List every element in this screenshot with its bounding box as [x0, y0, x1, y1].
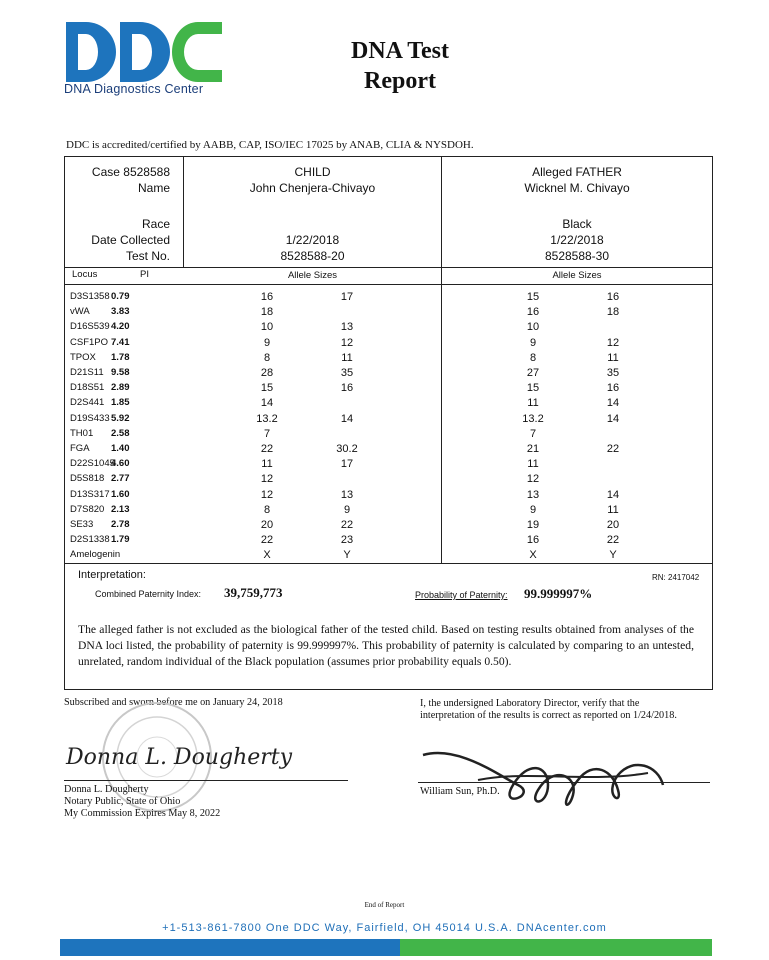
child-allele-2: Y — [343, 549, 351, 562]
case-label: Case 8528588 — [91, 165, 170, 179]
father-role: Alleged FATHER — [532, 165, 622, 179]
pi-value: 1.85 — [111, 397, 130, 409]
footer-bar-blue — [60, 939, 400, 956]
locus-name: vWA — [70, 306, 90, 318]
pp-value: 99.999997% — [524, 586, 593, 601]
name-label: Name — [137, 181, 170, 195]
director-statement-2: interpretation of the results is correct as reported on 1/24/2018. — [420, 710, 677, 721]
father-allele-2: 11 — [607, 351, 619, 364]
pi-value: 2.77 — [111, 473, 130, 485]
pi-header: PI — [140, 269, 149, 280]
sworn-text: Subscribed and sworn before me on January 24, 2018 — [64, 697, 283, 708]
footer-bar-green — [400, 939, 712, 956]
child-allele-2: 17 — [340, 291, 354, 303]
child-allele-2: 17 — [340, 458, 354, 471]
pi-value: 1.78 — [111, 351, 130, 363]
child-allele-2: 12 — [340, 336, 354, 349]
signature-line — [418, 782, 710, 783]
locus-name: D16S539 — [70, 321, 110, 333]
child-allele-2: 13 — [340, 321, 354, 334]
locus-name: FGA — [70, 443, 90, 454]
father-allele-1: 27 — [526, 367, 540, 379]
child-allele-1: 28 — [260, 367, 274, 379]
father-allele-1: 13 — [526, 488, 540, 501]
child-allele-1: 15 — [260, 382, 274, 395]
father-allele-2: 35 — [606, 367, 620, 379]
father-allele-1: 19 — [526, 519, 540, 531]
locus-name: D5S818 — [70, 473, 105, 485]
pi-value: 2.89 — [111, 382, 130, 394]
locus-name: D3S1358 — [70, 291, 110, 302]
pi-value: 1.60 — [111, 488, 130, 500]
ddc-logo — [64, 20, 224, 84]
father-allele-1: 15 — [526, 291, 540, 303]
father-allele-2: 22 — [606, 534, 620, 547]
interpretation-paragraph: The alleged father is not excluded as the biological father of the tested child. Based on testing results obtained from analyses of the DNA loci listed, the probability of paternity is 99.999997%. This probability of paternity is calculated by comparing to an untested, unrelated, random individual of the Black population (assumes prior probability equals 0.50). — [78, 623, 694, 668]
locus-name: D2S1338 — [70, 534, 110, 546]
date-label: Date Collected — [91, 233, 170, 247]
child-name: John Chenjera-Chivayo — [249, 181, 376, 195]
father-allele-1: 8 — [529, 351, 537, 364]
child-test-no: 8528588-20 — [280, 249, 345, 263]
accreditation-text: DDC is accredited/certified by AABB, CAP, ISO/IEC 17025 by ANAB, CLIA & NYSDOH. — [66, 139, 474, 151]
father-allele-1: 11 — [527, 397, 539, 410]
child-allele-1: 10 — [260, 321, 274, 334]
pi-value: 0.79 — [111, 291, 130, 302]
locus-name: Amelogenin — [70, 549, 121, 561]
child-allele-1: X — [263, 549, 271, 562]
father-allele-1: 10 — [526, 321, 540, 334]
child-allele-2: 13 — [340, 488, 354, 501]
child-allele-1: 12 — [260, 488, 274, 501]
child-allele-2: 23 — [340, 534, 354, 547]
father-allele-2: 11 — [607, 503, 619, 516]
father-allele-1: 11 — [527, 458, 539, 471]
child-allele-header: Allele Sizes — [287, 270, 338, 281]
father-name: Wicknel M. Chivayo — [524, 181, 630, 195]
divider — [64, 563, 713, 564]
father-test-no: 8528588-30 — [544, 249, 610, 263]
father-allele-2: 16 — [606, 291, 620, 303]
director-statement-1: I, the undersigned Laboratory Director, verify that the — [420, 698, 640, 709]
locus-name: D18S51 — [70, 382, 105, 394]
child-allele-2: 14 — [340, 412, 354, 425]
father-allele-2: 20 — [606, 519, 620, 531]
father-allele-header: Allele Sizes — [552, 270, 602, 281]
father-allele-1: 7 — [529, 427, 537, 440]
cpi-value: 39,759,773 — [224, 585, 283, 600]
pi-value: 4.60 — [111, 458, 130, 470]
footer-contact: +1-513-861-7800 One DDC Way, Fairfield, OH 45014 U.S.A. DNAcenter.com — [162, 922, 607, 934]
father-allele-2: 22 — [606, 443, 620, 455]
child-allele-1: 8 — [263, 351, 271, 364]
child-allele-1: 22 — [260, 534, 274, 547]
locus-name: D22S1045 — [70, 458, 115, 470]
cpi-label: Combined Paternity Index: — [95, 589, 202, 599]
child-allele-2: 22 — [340, 519, 354, 531]
pi-value: 4.20 — [111, 321, 130, 333]
pi-value: 7.41 — [111, 336, 130, 348]
father-allele-1: X — [529, 549, 537, 562]
interpretation-label: Interpretation: — [78, 569, 146, 581]
child-allele-1: 11 — [261, 458, 273, 471]
locus-name: D21S11 — [70, 367, 104, 378]
end-of-report: End of Report — [364, 901, 405, 909]
signature-line — [64, 780, 348, 781]
pi-value: 1.40 — [111, 443, 130, 454]
locus-name: D19S433 — [70, 412, 110, 424]
director-signature-icon — [418, 735, 668, 820]
father-allele-1: 9 — [529, 503, 537, 516]
child-allele-1: 22 — [260, 443, 274, 455]
notary-signature: Donna L. Dougherty — [66, 745, 293, 770]
child-allele-2: 16 — [340, 382, 354, 395]
pi-value: 2.78 — [111, 519, 130, 530]
pi-value: 9.58 — [111, 367, 130, 378]
father-allele-1: 12 — [526, 473, 540, 486]
child-allele-1: 9 — [263, 336, 271, 349]
locus-name: D2S441 — [70, 397, 105, 409]
locus-name: TH01 — [70, 427, 94, 439]
pi-value: 3.83 — [111, 306, 130, 318]
father-allele-2: 18 — [606, 306, 620, 319]
child-allele-2: 9 — [343, 503, 351, 516]
father-allele-2: 14 — [606, 397, 620, 410]
child-allele-1: 7 — [263, 427, 271, 440]
test-label: Test No. — [125, 249, 170, 263]
child-allele-1: 13.2 — [256, 412, 278, 425]
locus-name: D13S317 — [70, 488, 110, 500]
notary-title: Notary Public, State of Ohio — [64, 796, 181, 807]
locus-name: CSF1PO — [70, 336, 109, 348]
pi-value: 2.58 — [111, 427, 130, 439]
notary-name: Donna L. Dougherty — [64, 784, 149, 795]
child-allele-1: 18 — [260, 306, 274, 319]
director-name: William Sun, Ph.D. — [420, 786, 500, 797]
father-allele-2: 14 — [606, 412, 620, 425]
father-allele-1: 16 — [526, 306, 540, 319]
child-allele-2: 11 — [341, 351, 353, 364]
father-allele-2: 16 — [606, 382, 620, 395]
report-title: DNA Test Report — [350, 38, 450, 94]
company-name: DNA Diagnostics Center — [64, 82, 204, 96]
father-allele-1: 21 — [526, 443, 540, 455]
locus-name: TPOX — [70, 351, 96, 363]
pi-value: 1.79 — [111, 534, 130, 546]
child-allele-1: 8 — [263, 503, 271, 516]
notary-commission: My Commission Expires May 8, 2022 — [64, 808, 221, 819]
father-race: Black — [562, 217, 592, 231]
father-allele-2: Y — [609, 549, 617, 562]
locus-header: Locus — [72, 269, 98, 280]
father-allele-1: 9 — [529, 336, 537, 349]
divider — [64, 267, 713, 268]
child-date: 1/22/2018 — [285, 233, 340, 247]
father-date: 1/22/2018 — [550, 233, 604, 247]
divider — [64, 284, 713, 285]
race-label: Race — [141, 217, 170, 231]
pi-value: 5.92 — [111, 412, 130, 424]
father-allele-2: 14 — [606, 488, 620, 501]
child-allele-1: 20 — [260, 519, 274, 531]
pi-value: 2.13 — [111, 503, 130, 515]
child-allele-2: 35 — [340, 367, 354, 379]
child-allele-1: 16 — [260, 291, 274, 303]
child-allele-1: 12 — [260, 473, 274, 486]
father-allele-2: 12 — [606, 336, 620, 349]
pp-label: Probability of Paternity: — [415, 590, 508, 600]
locus-name: SE33 — [70, 519, 94, 530]
father-allele-1: 16 — [526, 534, 540, 547]
child-allele-1: 14 — [260, 397, 274, 410]
child-allele-2: 30.2 — [336, 443, 358, 455]
father-allele-1: 13.2 — [522, 412, 544, 425]
father-allele-1: 15 — [526, 382, 540, 395]
rn-number: RN: 2417042 — [652, 573, 700, 582]
locus-name: D7S820 — [70, 503, 105, 515]
child-role: CHILD — [294, 165, 331, 179]
